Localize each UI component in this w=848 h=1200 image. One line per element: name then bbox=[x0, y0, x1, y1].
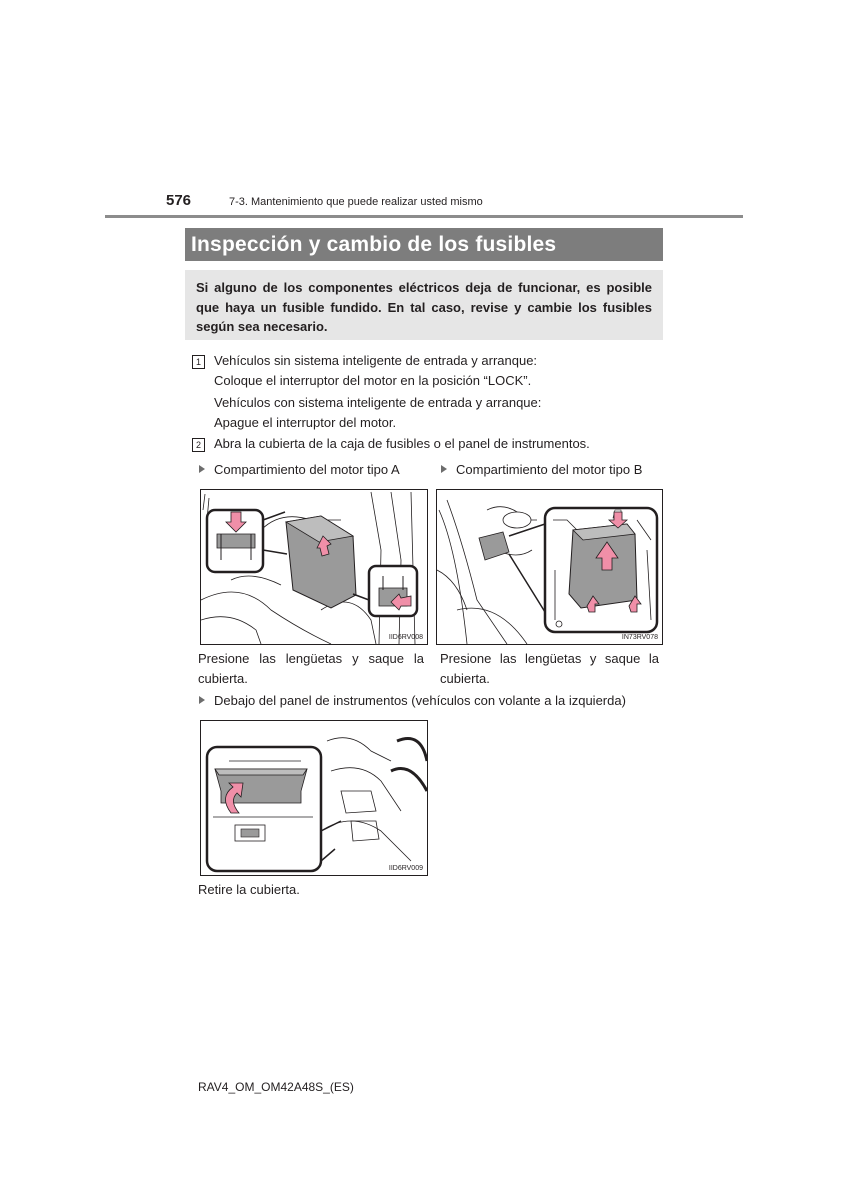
figure-instrument-panel bbox=[200, 720, 428, 876]
fuse-box-engine-type-b-icon bbox=[437, 490, 662, 644]
figure-engine-type-a bbox=[200, 489, 428, 645]
fuse-cover-instrument-panel-icon bbox=[201, 721, 427, 875]
figure-c-caption: Retire la cubierta. bbox=[198, 882, 300, 897]
step-1-line-2: Coloque el interruptor del motor en la posición “LOCK”. bbox=[214, 372, 532, 388]
step-number-2: 2 bbox=[192, 438, 205, 452]
intro-box bbox=[185, 270, 663, 340]
figure-c-heading: Debajo del panel de instrumentos (vehículos con volante a la izquierda) bbox=[214, 693, 626, 708]
section-title: 7-3. Mantenimiento que puede realizar usted mismo bbox=[229, 196, 483, 208]
bullet-triangle-icon bbox=[199, 696, 205, 704]
page-number: 576 bbox=[166, 192, 192, 209]
fuse-box-engine-type-a-icon bbox=[201, 490, 427, 644]
step-1-text bbox=[214, 351, 541, 432]
step-number-1: 1 bbox=[192, 355, 205, 369]
step-1-line-1: Vehículos sin sistema inteligente de entrada y arranque: bbox=[214, 353, 538, 368]
header-divider bbox=[105, 215, 743, 218]
intro-text: Si alguno de los componentes eléctricos deja de funcionar, es posible que haya un fusible fundido. En tal caso, revise y cambie los fusibles según sea necesario. bbox=[196, 280, 652, 334]
figure-engine-type-b bbox=[436, 489, 663, 645]
figure-b-caption: Presione las lengüetas y saque la cubierta. bbox=[440, 651, 659, 686]
bullet-triangle-icon bbox=[441, 465, 447, 473]
footer-doc-code: RAV4_OM_OM42A48S_(ES) bbox=[198, 1080, 354, 1094]
figure-b-heading: Compartimiento del motor tipo B bbox=[456, 462, 643, 477]
figure-a-caption: Presione las lengüetas y saque la cubierta. bbox=[198, 651, 424, 686]
step-2-text: Abra la cubierta de la caja de fusibles o el panel de instrumentos. bbox=[214, 436, 590, 451]
figure-c-code: IID6RV009 bbox=[388, 865, 423, 872]
bullet-triangle-icon bbox=[199, 465, 205, 473]
figure-a-heading: Compartimiento del motor tipo A bbox=[214, 462, 400, 477]
page-title: Inspección y cambio de los fusibles bbox=[185, 228, 663, 261]
bullet-engine-type-b bbox=[441, 462, 642, 477]
bullet-engine-type-a bbox=[199, 462, 400, 477]
step-1-line-4: Apague el interruptor del motor. bbox=[214, 414, 397, 430]
figure-a-code: IID6RV008 bbox=[388, 634, 423, 641]
step-1-line-3: Vehículos con sistema inteligente de entrada y arranque: bbox=[214, 395, 542, 410]
figure-b-code: IN73RV078 bbox=[621, 634, 658, 641]
bullet-instrument-panel bbox=[199, 693, 626, 708]
